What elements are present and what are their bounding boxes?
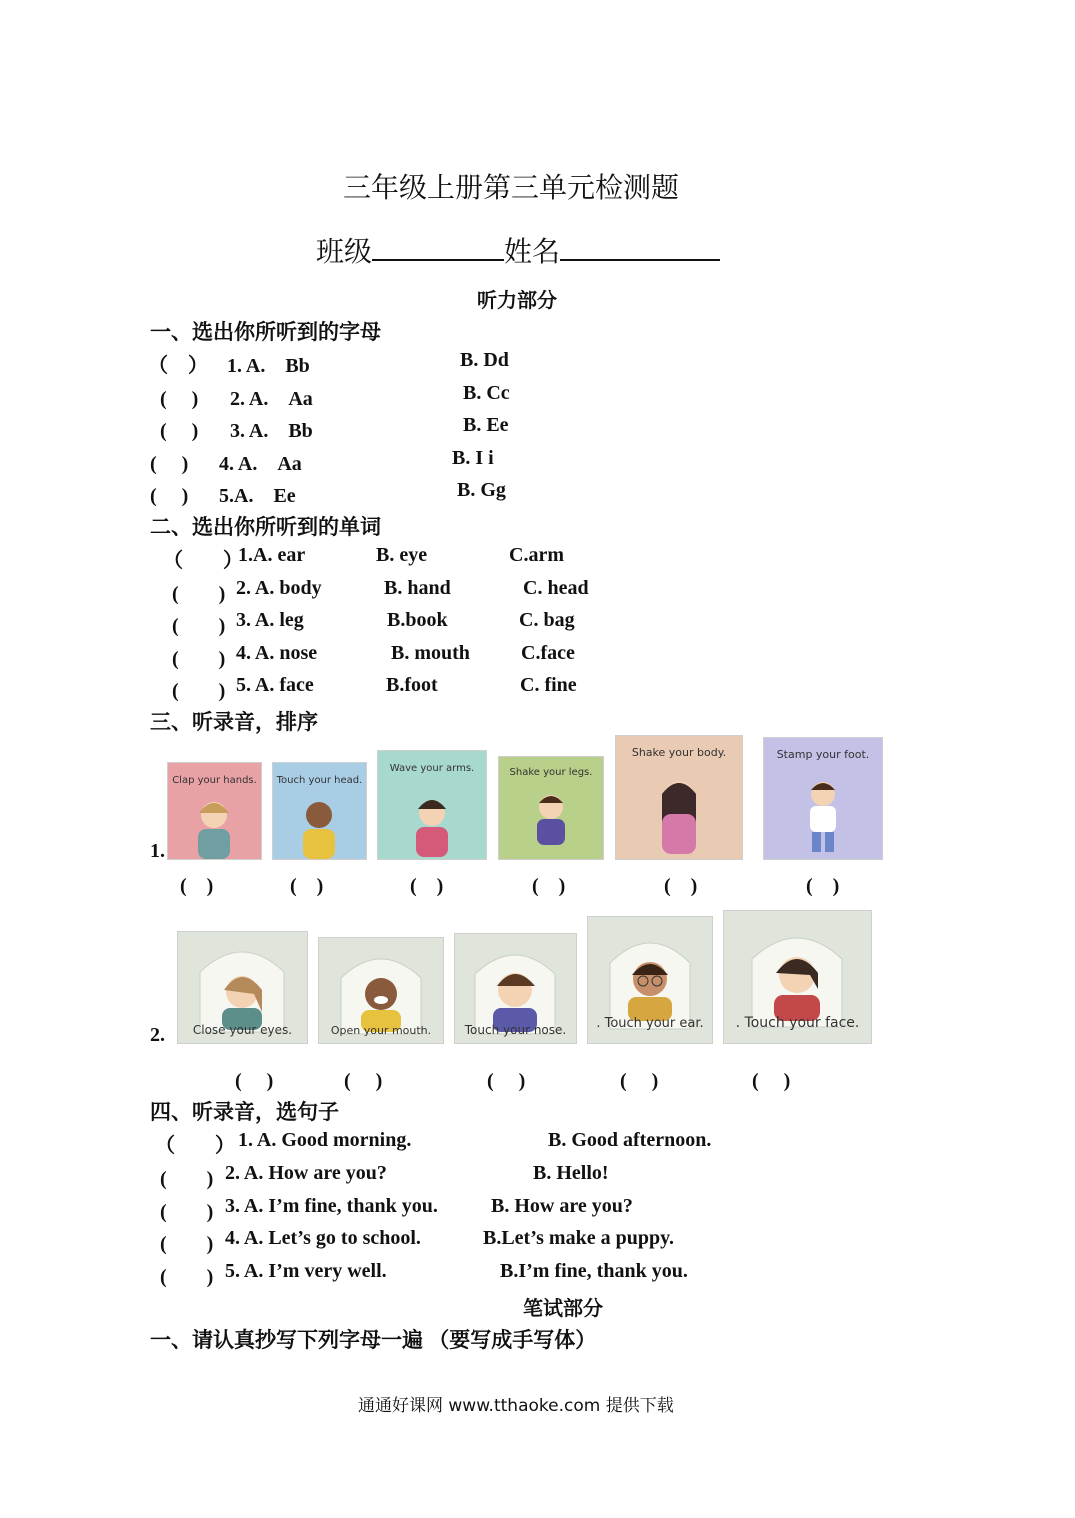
s2-option-b-1: B. eye (376, 544, 428, 566)
s1-option-a-4: 4. A. Aa (219, 453, 302, 475)
s2-paren-5[interactable]: ( ) (172, 680, 226, 702)
s4-paren-2[interactable]: ( ) (160, 1168, 214, 1190)
class-label: 班级 (316, 237, 373, 268)
class-name-line (316, 230, 720, 270)
s2-option-b-5: B.foot (386, 674, 438, 696)
s2-option-c-5: C. fine (520, 674, 577, 696)
s4-option-b-5: B.I’m fine, thank you. (500, 1260, 688, 1282)
s4-option-b-4: B.Let’s make a puppy. (483, 1227, 674, 1249)
s1-option-b-1: B. Dd (460, 349, 509, 371)
s2-option-b-2: B. hand (384, 577, 451, 599)
girl-waving-icon (378, 751, 486, 859)
picture-shake-legs (498, 756, 604, 860)
boy-stamping-icon (764, 738, 882, 859)
s2-option-a-3: 3. A. leg (236, 609, 304, 631)
s1-option-b-3: B. Ee (463, 414, 509, 436)
s3-row2-answer-1[interactable]: ( ) (235, 1070, 274, 1092)
s4-option-a-1: 1. A. Good morning. (238, 1129, 412, 1151)
s2-option-c-2: C. head (523, 577, 589, 599)
s2-option-b-3: B.book (387, 609, 448, 631)
s1-option-a-1: 1. A. Bb (227, 355, 310, 377)
s1-option-a-5: 5.A. Ee (219, 485, 296, 507)
s1-paren-4[interactable]: ( ) (150, 453, 189, 475)
picture-label: . Touch your face. (735, 1015, 860, 1031)
s3-row1-answer-4[interactable]: ( ) (532, 875, 566, 897)
s4-option-a-4: 4. A. Let’s go to school. (225, 1227, 421, 1249)
s1-paren-1[interactable]: （ ） (148, 355, 208, 377)
s2-option-a-5: 5. A. face (236, 674, 314, 696)
s2-paren-1[interactable]: （ ） (163, 550, 243, 572)
picture-close-eyes (177, 931, 308, 1044)
s1-paren-3[interactable]: ( ) (160, 420, 199, 442)
s2-option-c-4: C.face (521, 642, 575, 664)
s4-option-b-2: B. Hello! (533, 1162, 609, 1184)
s4-option-a-2: 2. A. How are you? (225, 1162, 387, 1184)
s1-option-b-4: B. I i (452, 447, 494, 469)
s3-row2-answer-4[interactable]: ( ) (620, 1070, 659, 1092)
section4-title: 四、听录音，选句子 (150, 1100, 339, 1124)
picture-label: Close your eyes. (192, 1023, 293, 1037)
s4-paren-4[interactable]: ( ) (160, 1233, 214, 1255)
s1-paren-5[interactable]: ( ) (150, 485, 189, 507)
picture-label: Open your mouth. (330, 1024, 432, 1037)
boy-shaking-icon (499, 757, 603, 859)
s4-option-b-3: B. How are you? (491, 1195, 633, 1217)
s2-option-c-3: C. bag (519, 609, 575, 631)
s3-row1-answer-5[interactable]: ( ) (664, 875, 698, 897)
picture-shake-body (615, 735, 743, 860)
s2-option-b-4: B. mouth (391, 642, 470, 664)
girl-figure-icon (168, 763, 261, 859)
s2-option-c-1: C.arm (509, 544, 564, 566)
name-label: 姓名 (504, 237, 561, 268)
picture-label: Shake your body. (631, 746, 727, 759)
s1-option-a-2: 2. A. Aa (230, 388, 313, 410)
s3-row1-answer-1[interactable]: ( ) (180, 875, 214, 897)
s4-paren-3[interactable]: ( ) (160, 1201, 214, 1223)
section1-title: 一、选出你所听到的字母 (150, 320, 381, 344)
picture-label: Touch your nose. (464, 1023, 567, 1037)
page-footer: 通通好课网 www.tthaoke.com 提供下载 (358, 1396, 674, 1416)
s3-row2-answer-2[interactable]: ( ) (344, 1070, 383, 1092)
section2-title: 二、选出你所听到的单词 (150, 515, 381, 539)
s2-paren-3[interactable]: ( ) (172, 615, 226, 637)
s3-row2-number: 2. (150, 1024, 165, 1046)
writing-section1-title: 一、请认真抄写下列字母一遍 （要写成手写体） (150, 1328, 597, 1352)
s2-option-a-4: 4. A. nose (236, 642, 318, 664)
s3-row1-answer-3[interactable]: ( ) (410, 875, 444, 897)
picture-open-mouth (318, 937, 444, 1044)
s4-paren-1[interactable]: （ ） (155, 1135, 235, 1157)
s2-option-a-2: 2. A. body (236, 577, 322, 599)
listening-heading: 听力部分 (477, 290, 557, 312)
picture-clap-hands (167, 762, 262, 860)
picture-wave-arms (377, 750, 487, 860)
picture-touch-ear (587, 916, 713, 1044)
picture-label: Shake your legs. (509, 767, 593, 778)
s4-option-a-5: 5. A. I’m very well. (225, 1260, 387, 1282)
s1-option-b-2: B. Cc (463, 382, 510, 404)
s4-paren-5[interactable]: ( ) (160, 1266, 214, 1288)
section3-title: 三、听录音，排序 (150, 710, 318, 734)
page-title: 三年级上册第三单元检测题 (343, 173, 680, 204)
picture-touch-head (272, 762, 367, 860)
s1-paren-2[interactable]: ( ) (160, 388, 199, 410)
s3-row1-answer-6[interactable]: ( ) (806, 875, 840, 897)
picture-touch-face (723, 910, 872, 1044)
boy-figure-icon (273, 763, 366, 859)
s2-paren-2[interactable]: ( ) (172, 583, 226, 605)
picture-label: Clap your hands. (172, 775, 257, 786)
s1-option-b-5: B. Gg (457, 479, 506, 501)
s2-paren-4[interactable]: ( ) (172, 648, 226, 670)
s3-row2-answer-3[interactable]: ( ) (487, 1070, 526, 1092)
s3-row1-number: 1. (150, 840, 165, 862)
picture-label: . Touch your ear. (596, 1016, 704, 1031)
picture-touch-nose (454, 933, 577, 1044)
class-blank[interactable] (372, 237, 504, 261)
name-blank[interactable] (560, 237, 720, 261)
s4-option-a-3: 3. A. I’m fine, thank you. (225, 1195, 438, 1217)
writing-heading: 笔试部分 (523, 1298, 603, 1320)
girl-dancing-icon (616, 736, 742, 859)
s3-row2-answer-5[interactable]: ( ) (752, 1070, 791, 1092)
s3-row1-answer-2[interactable]: ( ) (290, 875, 324, 897)
picture-stamp-foot (763, 737, 883, 860)
picture-label: Stamp your foot. (776, 748, 870, 761)
s2-option-a-1: 1.A. ear (238, 544, 306, 566)
picture-label: Wave your arms. (389, 763, 475, 774)
s4-option-b-1: B. Good afternoon. (548, 1129, 712, 1151)
picture-label: Touch your head. (276, 775, 363, 786)
s1-option-a-3: 3. A. Bb (230, 420, 313, 442)
